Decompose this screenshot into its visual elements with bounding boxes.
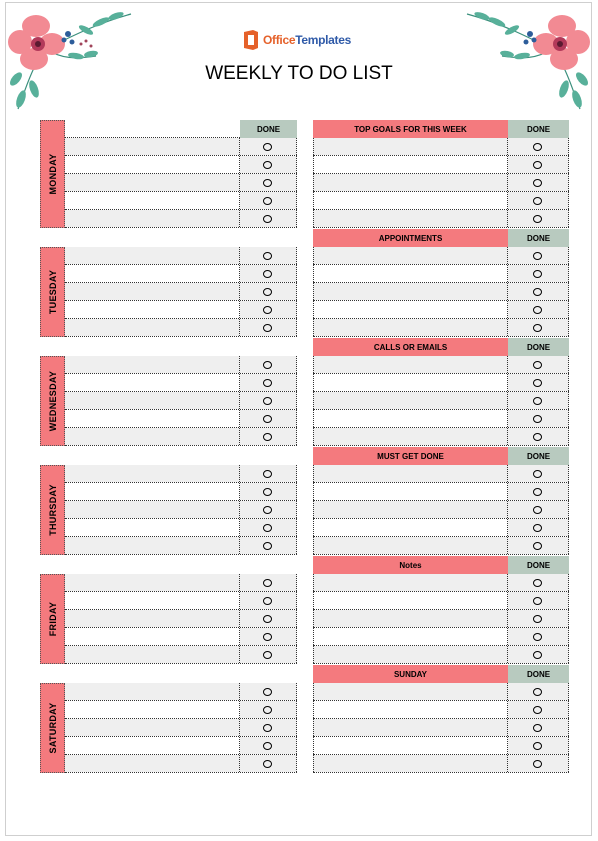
done-header: DONE [508, 120, 569, 138]
day-label: WEDNESDAY [47, 370, 58, 432]
checkbox-circle-icon[interactable] [533, 470, 542, 478]
checkbox-circle-icon[interactable] [533, 706, 542, 714]
done-cell [240, 519, 297, 536]
checkbox-circle-icon[interactable] [263, 597, 272, 605]
section-row [313, 537, 569, 555]
done-header: DONE [240, 120, 297, 138]
done-cell [508, 156, 569, 173]
done-cell [508, 628, 569, 645]
task-row [65, 283, 297, 301]
section-input[interactable] [313, 374, 508, 391]
office-templates-logo [243, 27, 351, 53]
task-input[interactable] [65, 628, 240, 645]
checkbox-circle-icon[interactable] [263, 306, 272, 314]
checkbox-circle-icon[interactable] [533, 524, 542, 532]
task-input[interactable] [65, 755, 240, 772]
done-cell [508, 592, 569, 609]
checkbox-circle-icon[interactable] [263, 524, 272, 532]
section-row [313, 392, 569, 410]
task-input[interactable] [65, 374, 240, 391]
task-row [65, 483, 297, 501]
done-cell [240, 683, 297, 700]
task-input[interactable] [65, 265, 240, 282]
section-input[interactable] [313, 755, 508, 772]
section-row [313, 574, 569, 592]
day-tab-tuesday [40, 247, 65, 337]
checkbox-circle-icon[interactable] [533, 324, 542, 332]
task-row [65, 701, 297, 719]
checkbox-circle-icon[interactable] [533, 197, 542, 205]
done-cell [240, 265, 297, 282]
task-input[interactable] [65, 301, 240, 318]
section-header [313, 447, 569, 465]
section-input[interactable] [313, 646, 508, 663]
section-input[interactable] [313, 265, 508, 282]
task-input[interactable] [65, 683, 240, 700]
section-input[interactable] [313, 683, 508, 700]
done-cell [508, 701, 569, 718]
done-cell [508, 356, 569, 373]
section-input[interactable] [313, 519, 508, 536]
task-input[interactable] [65, 356, 240, 373]
section-row [313, 410, 569, 428]
done-cell [240, 592, 297, 609]
checkbox-circle-icon[interactable] [263, 179, 272, 187]
done-cell [508, 683, 569, 700]
done-cell [508, 646, 569, 663]
done-cell [508, 138, 569, 155]
done-cell [508, 410, 569, 427]
section-row [313, 519, 569, 537]
day-label: THURSDAY [47, 484, 58, 536]
checkbox-circle-icon[interactable] [263, 470, 272, 478]
task-input[interactable] [65, 192, 240, 209]
task-input[interactable] [65, 537, 240, 554]
section-row [313, 156, 569, 174]
checkbox-circle-icon[interactable] [533, 143, 542, 151]
section-input[interactable] [313, 628, 508, 645]
section-input[interactable] [313, 465, 508, 482]
task-row [65, 319, 297, 337]
section-row [313, 192, 569, 210]
checkbox-circle-icon[interactable] [263, 742, 272, 750]
checkbox-circle-icon[interactable] [533, 633, 542, 641]
done-cell [240, 138, 297, 155]
done-cell [508, 301, 569, 318]
done-cell [240, 356, 297, 373]
section-input[interactable] [313, 592, 508, 609]
section-row [313, 737, 569, 755]
done-cell [240, 646, 297, 663]
task-row [65, 537, 297, 555]
task-row [65, 683, 297, 701]
done-cell [508, 210, 569, 227]
checkbox-circle-icon[interactable] [263, 506, 272, 514]
task-input[interactable] [65, 283, 240, 300]
task-input[interactable] [65, 319, 240, 336]
task-row [65, 174, 297, 192]
checkbox-circle-icon[interactable] [533, 161, 542, 169]
checkbox-circle-icon[interactable] [533, 361, 542, 369]
task-input[interactable] [65, 610, 240, 627]
section-row [313, 265, 569, 283]
task-input[interactable] [65, 701, 240, 718]
checkbox-circle-icon[interactable] [533, 379, 542, 387]
section-input[interactable] [313, 501, 508, 518]
section-row [313, 646, 569, 664]
section-input[interactable] [313, 719, 508, 736]
section-row [313, 247, 569, 265]
task-input[interactable] [65, 737, 240, 754]
checkbox-circle-icon[interactable] [263, 615, 272, 623]
section-title: SUNDAY [313, 665, 508, 683]
checkbox-circle-icon[interactable] [263, 197, 272, 205]
done-cell [240, 174, 297, 191]
checkbox-circle-icon[interactable] [533, 252, 542, 260]
done-cell [240, 574, 297, 591]
checkbox-circle-icon[interactable] [263, 397, 272, 405]
section-input[interactable] [313, 483, 508, 500]
task-row [65, 646, 297, 664]
task-row [65, 410, 297, 428]
checkbox-circle-icon[interactable] [533, 579, 542, 587]
section-row [313, 592, 569, 610]
section-row [313, 428, 569, 446]
done-cell [240, 483, 297, 500]
task-input[interactable] [65, 210, 240, 227]
task-row [65, 138, 297, 156]
checkbox-circle-icon[interactable] [263, 288, 272, 296]
day-tab-monday [40, 120, 65, 228]
section-input[interactable] [313, 737, 508, 754]
checkbox-circle-icon[interactable] [533, 415, 542, 423]
day-header [65, 120, 297, 138]
checkbox-circle-icon[interactable] [263, 270, 272, 278]
done-cell [240, 719, 297, 736]
task-input[interactable] [65, 574, 240, 591]
task-input[interactable] [65, 592, 240, 609]
section-input[interactable] [313, 301, 508, 318]
checkbox-circle-icon[interactable] [533, 742, 542, 750]
done-cell [508, 737, 569, 754]
done-cell [240, 392, 297, 409]
done-cell [508, 483, 569, 500]
task-input[interactable] [65, 247, 240, 264]
section-row [313, 610, 569, 628]
task-input[interactable] [65, 410, 240, 427]
task-row [65, 301, 297, 319]
task-input[interactable] [65, 392, 240, 409]
done-cell [240, 537, 297, 554]
done-cell [240, 319, 297, 336]
task-row [65, 755, 297, 773]
section-title: MUST GET DONE [313, 447, 508, 465]
checkbox-circle-icon[interactable] [263, 415, 272, 423]
section-input[interactable] [313, 701, 508, 718]
task-input[interactable] [65, 501, 240, 518]
done-cell [240, 610, 297, 627]
checkbox-circle-icon[interactable] [533, 179, 542, 187]
checkbox-circle-icon[interactable] [263, 688, 272, 696]
section-row [313, 465, 569, 483]
section-row [313, 628, 569, 646]
section-input[interactable] [313, 356, 508, 373]
section-input[interactable] [313, 610, 508, 627]
checkbox-circle-icon[interactable] [263, 252, 272, 260]
done-cell [240, 192, 297, 209]
checkbox-circle-icon[interactable] [263, 433, 272, 441]
task-row [65, 610, 297, 628]
done-cell [240, 501, 297, 518]
task-row [65, 737, 297, 755]
checkbox-circle-icon[interactable] [533, 760, 542, 768]
logo-text-templates: Templates [295, 33, 351, 47]
checkbox-circle-icon[interactable] [533, 397, 542, 405]
section-row [313, 210, 569, 228]
task-row [65, 265, 297, 283]
section-input[interactable] [313, 174, 508, 191]
checkbox-circle-icon[interactable] [533, 724, 542, 732]
task-row [65, 465, 297, 483]
section-title: CALLS OR EMAILS [313, 338, 508, 356]
done-cell [508, 537, 569, 554]
task-row [65, 519, 297, 537]
task-row [65, 719, 297, 737]
section-header [313, 229, 569, 247]
done-cell [240, 156, 297, 173]
section-row [313, 301, 569, 319]
checkbox-circle-icon[interactable] [263, 361, 272, 369]
section-row [313, 719, 569, 737]
flower-corner-icon [462, 4, 592, 114]
done-cell [508, 265, 569, 282]
done-cell [240, 374, 297, 391]
done-cell [508, 610, 569, 627]
checkbox-circle-icon[interactable] [263, 379, 272, 387]
task-input[interactable] [65, 428, 240, 445]
day-tab-thursday [40, 465, 65, 555]
done-cell [508, 283, 569, 300]
done-cell [508, 174, 569, 191]
checkbox-circle-icon[interactable] [533, 506, 542, 514]
section-title: TOP GOALS FOR THIS WEEK [313, 120, 508, 138]
section-row [313, 374, 569, 392]
section-input[interactable] [313, 574, 508, 591]
task-row [65, 628, 297, 646]
section-input[interactable] [313, 410, 508, 427]
section-row [313, 483, 569, 501]
section-input[interactable] [313, 392, 508, 409]
task-row [65, 374, 297, 392]
checkbox-circle-icon[interactable] [533, 288, 542, 296]
section-header [313, 556, 569, 574]
section-row [313, 755, 569, 773]
section-input[interactable] [313, 192, 508, 209]
checkbox-circle-icon[interactable] [533, 433, 542, 441]
section-title: APPOINTMENTS [313, 229, 508, 247]
done-cell [240, 247, 297, 264]
section-row [313, 683, 569, 701]
checkbox-circle-icon[interactable] [533, 615, 542, 623]
section-input[interactable] [313, 283, 508, 300]
checkbox-circle-icon[interactable] [533, 215, 542, 223]
done-header: DONE [508, 338, 569, 356]
day-label: TUESDAY [47, 269, 58, 315]
section-input[interactable] [313, 156, 508, 173]
done-cell [508, 501, 569, 518]
task-input[interactable] [65, 174, 240, 191]
checkbox-circle-icon[interactable] [263, 724, 272, 732]
checkbox-circle-icon[interactable] [263, 579, 272, 587]
checkbox-circle-icon[interactable] [263, 633, 272, 641]
section-input[interactable] [313, 537, 508, 554]
done-cell [240, 755, 297, 772]
task-input[interactable] [65, 156, 240, 173]
section-input[interactable] [313, 428, 508, 445]
checkbox-circle-icon[interactable] [533, 306, 542, 314]
checkbox-circle-icon[interactable] [533, 270, 542, 278]
office-templates-logo-icon [243, 29, 259, 51]
section-header [313, 665, 569, 683]
task-row [65, 574, 297, 592]
done-cell [240, 210, 297, 227]
done-cell [508, 428, 569, 445]
done-cell [240, 465, 297, 482]
checkbox-circle-icon[interactable] [263, 706, 272, 714]
section-row [313, 283, 569, 301]
header-blank [65, 120, 240, 138]
done-cell [508, 392, 569, 409]
task-input[interactable] [65, 138, 240, 155]
section-input[interactable] [313, 319, 508, 336]
section-header [313, 338, 569, 356]
done-cell [508, 465, 569, 482]
done-cell [508, 247, 569, 264]
checkbox-circle-icon[interactable] [533, 542, 542, 550]
checkbox-circle-icon[interactable] [533, 597, 542, 605]
done-cell [508, 574, 569, 591]
section-title: Notes [313, 556, 508, 574]
done-cell [240, 301, 297, 318]
page-title: WEEKLY TO DO LIST [205, 63, 393, 84]
day-label: FRIDAY [47, 601, 58, 637]
task-row [65, 192, 297, 210]
task-input[interactable] [65, 465, 240, 482]
section-input[interactable] [313, 210, 508, 227]
checkbox-circle-icon[interactable] [533, 488, 542, 496]
task-row [65, 210, 297, 228]
logo-text-office: Office [263, 33, 296, 47]
task-row [65, 428, 297, 446]
day-tab-saturday [40, 683, 65, 773]
checkbox-circle-icon[interactable] [533, 688, 542, 696]
done-cell [240, 428, 297, 445]
done-cell [508, 755, 569, 772]
section-row [313, 174, 569, 192]
done-cell [508, 374, 569, 391]
checkbox-circle-icon[interactable] [263, 161, 272, 169]
task-row [65, 501, 297, 519]
task-input[interactable] [65, 719, 240, 736]
done-cell [240, 737, 297, 754]
done-cell [240, 283, 297, 300]
section-row [313, 319, 569, 337]
task-input[interactable] [65, 519, 240, 536]
task-input[interactable] [65, 646, 240, 663]
section-row [313, 138, 569, 156]
task-row [65, 592, 297, 610]
section-row [313, 501, 569, 519]
done-header: DONE [508, 447, 569, 465]
done-cell [508, 719, 569, 736]
checkbox-circle-icon[interactable] [263, 143, 272, 151]
checkbox-circle-icon[interactable] [533, 651, 542, 659]
task-input[interactable] [65, 483, 240, 500]
done-header: DONE [508, 229, 569, 247]
done-cell [508, 519, 569, 536]
section-row [313, 701, 569, 719]
task-row [65, 247, 297, 265]
done-cell [508, 319, 569, 336]
task-row [65, 392, 297, 410]
section-header [313, 120, 569, 138]
done-cell [240, 701, 297, 718]
day-label: MONDAY [47, 153, 58, 195]
task-row [65, 156, 297, 174]
section-row [313, 356, 569, 374]
checkbox-circle-icon[interactable] [263, 542, 272, 550]
checkbox-circle-icon[interactable] [263, 215, 272, 223]
flower-corner-icon [6, 4, 136, 114]
done-cell [508, 192, 569, 209]
section-input[interactable] [313, 247, 508, 264]
checkbox-circle-icon[interactable] [263, 760, 272, 768]
done-cell [240, 628, 297, 645]
done-header: DONE [508, 556, 569, 574]
day-label: SATURDAY [47, 702, 58, 754]
done-header: DONE [508, 665, 569, 683]
task-row [65, 356, 297, 374]
checkbox-circle-icon[interactable] [263, 324, 272, 332]
day-tab-wednesday [40, 356, 65, 446]
day-tab-friday [40, 574, 65, 664]
done-cell [240, 410, 297, 427]
checkbox-circle-icon[interactable] [263, 651, 272, 659]
section-input[interactable] [313, 138, 508, 155]
checkbox-circle-icon[interactable] [263, 488, 272, 496]
